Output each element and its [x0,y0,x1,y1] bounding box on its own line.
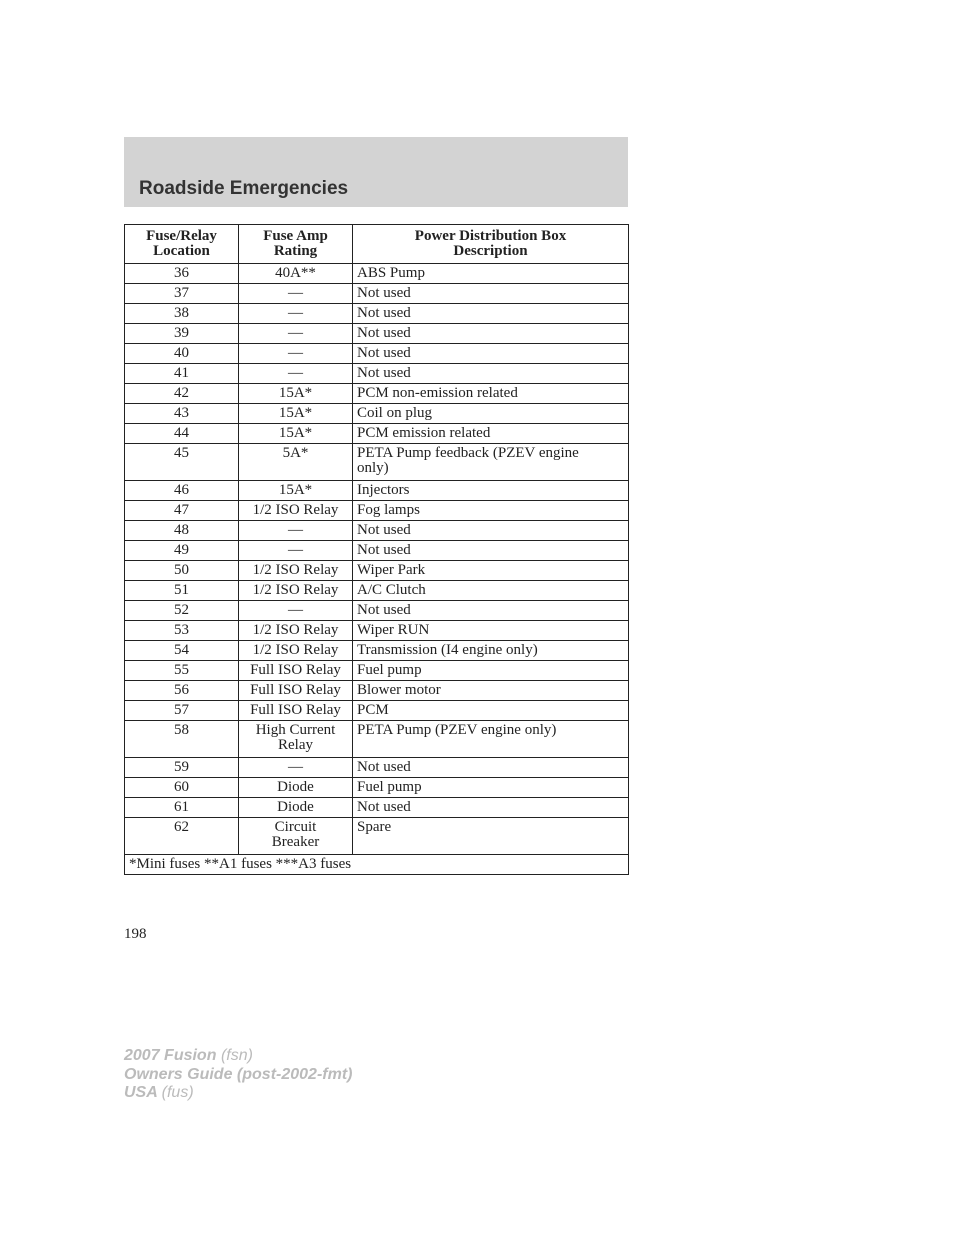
table-row [125,424,629,444]
cell-amp-rating: 1/2 ISO Relay [239,561,353,581]
table-row [125,384,629,404]
cell-location: 54 [125,641,239,661]
cell-amp-rating: — [239,364,353,384]
cell-location: 40 [125,344,239,364]
cell-amp-rating: 15A* [239,481,353,501]
cell-description: PCM non-emission related [353,384,629,404]
table-row [125,758,629,778]
cell-location: 62 [125,818,239,855]
cell-description: Wiper Park [353,561,629,581]
table-row [125,778,629,798]
cell-description: Not used [353,284,629,304]
cell-amp-rating: 15A* [239,384,353,404]
cell-amp-rating: — [239,601,353,621]
table-row [125,641,629,661]
cell-description: Transmission (I4 engine only) [353,641,629,661]
cell-amp-rating: Diode [239,798,353,818]
table-row [125,601,629,621]
cell-amp-rating: 1/2 ISO Relay [239,581,353,601]
cell-location: 37 [125,284,239,304]
cell-description: Not used [353,798,629,818]
cell-location: 43 [125,404,239,424]
cell-description: Not used [353,601,629,621]
cell-description: Fog lamps [353,501,629,521]
table-row [125,541,629,561]
cell-location: 39 [125,324,239,344]
cell-location: 51 [125,581,239,601]
table-row [125,561,629,581]
cell-location: 50 [125,561,239,581]
cell-amp-rating: 1/2 ISO Relay [239,641,353,661]
table-row [125,404,629,424]
table-row [125,444,629,481]
cell-location: 57 [125,701,239,721]
cell-description: PETA Pump feedback (PZEV engine only) [353,444,629,481]
cell-description: Spare [353,818,629,855]
cell-location: 58 [125,721,239,758]
cell-location: 49 [125,541,239,561]
cell-amp-rating: — [239,521,353,541]
cell-amp-rating: — [239,304,353,324]
cell-amp-rating: 1/2 ISO Relay [239,501,353,521]
footer-line-market: USA (fus) [124,1084,194,1101]
cell-amp-rating: — [239,284,353,304]
table-row [125,304,629,324]
cell-amp-rating: 5A* [239,444,353,481]
document-footer [124,1047,352,1103]
cell-location: 47 [125,501,239,521]
cell-amp-rating: 15A* [239,404,353,424]
cell-description: Not used [353,324,629,344]
table-row [125,661,629,681]
table-row [125,284,629,304]
table-row [125,681,629,701]
table-row [125,621,629,641]
page-number: 198 [124,926,147,942]
cell-location: 52 [125,601,239,621]
cell-amp-rating: 40A** [239,264,353,284]
cell-location: 56 [125,681,239,701]
cell-description: PETA Pump (PZEV engine only) [353,721,629,758]
cell-location: 42 [125,384,239,404]
footer-line-model: 2007 Fusion (fsn) [124,1047,253,1064]
cell-location: 61 [125,798,239,818]
cell-location: 45 [125,444,239,481]
cell-location: 55 [125,661,239,681]
cell-location: 36 [125,264,239,284]
cell-description: PCM [353,701,629,721]
cell-description: Coil on plug [353,404,629,424]
table-row [125,798,629,818]
table-row [125,501,629,521]
cell-description: Wiper RUN [353,621,629,641]
cell-location: 53 [125,621,239,641]
cell-location: 46 [125,481,239,501]
cell-amp-rating: Full ISO Relay [239,701,353,721]
cell-amp-rating: — [239,324,353,344]
table-footnote: *Mini fuses **A1 fuses ***A3 fuses [125,855,629,875]
cell-description: Fuel pump [353,661,629,681]
fuse-table [124,224,629,875]
footer-line-guide: Owners Guide (post-2002-fmt) [124,1065,353,1083]
cell-description: ABS Pump [353,264,629,284]
cell-amp-rating: Full ISO Relay [239,661,353,681]
cell-description: Not used [353,521,629,541]
cell-description: Injectors [353,481,629,501]
table-row [125,324,629,344]
cell-description: Not used [353,758,629,778]
cell-description: Not used [353,541,629,561]
cell-location: 60 [125,778,239,798]
table-row [125,581,629,601]
header-amp-rating: Fuse Amp Rating [239,225,353,264]
table-row [125,701,629,721]
header-location: Fuse/Relay Location [125,225,239,264]
cell-amp-rating: Circuit Breaker [239,818,353,855]
cell-amp-rating: 15A* [239,424,353,444]
section-header-band [124,137,628,207]
table-header-row [125,225,629,264]
table-row [125,364,629,384]
cell-amp-rating: High Current Relay [239,721,353,758]
cell-amp-rating: — [239,344,353,364]
section-title: Roadside Emergencies [139,178,349,199]
cell-description: Not used [353,304,629,324]
cell-description: A/C Clutch [353,581,629,601]
table-row [125,264,629,284]
footnote-row [125,855,629,875]
cell-amp-rating: 1/2 ISO Relay [239,621,353,641]
cell-description: Not used [353,364,629,384]
table-row [125,818,629,855]
table-row [125,521,629,541]
cell-description: Blower motor [353,681,629,701]
cell-amp-rating: — [239,541,353,561]
cell-description: Not used [353,344,629,364]
cell-amp-rating: Diode [239,778,353,798]
table-row [125,481,629,501]
header-description: Power Distribution Box Description [353,225,629,264]
cell-location: 44 [125,424,239,444]
cell-amp-rating: Full ISO Relay [239,681,353,701]
cell-location: 41 [125,364,239,384]
fuse-table-body [125,264,629,855]
cell-amp-rating: — [239,758,353,778]
cell-description: PCM emission related [353,424,629,444]
cell-location: 48 [125,521,239,541]
cell-location: 59 [125,758,239,778]
table-row [125,721,629,758]
table-row [125,344,629,364]
cell-description: Fuel pump [353,778,629,798]
cell-location: 38 [125,304,239,324]
